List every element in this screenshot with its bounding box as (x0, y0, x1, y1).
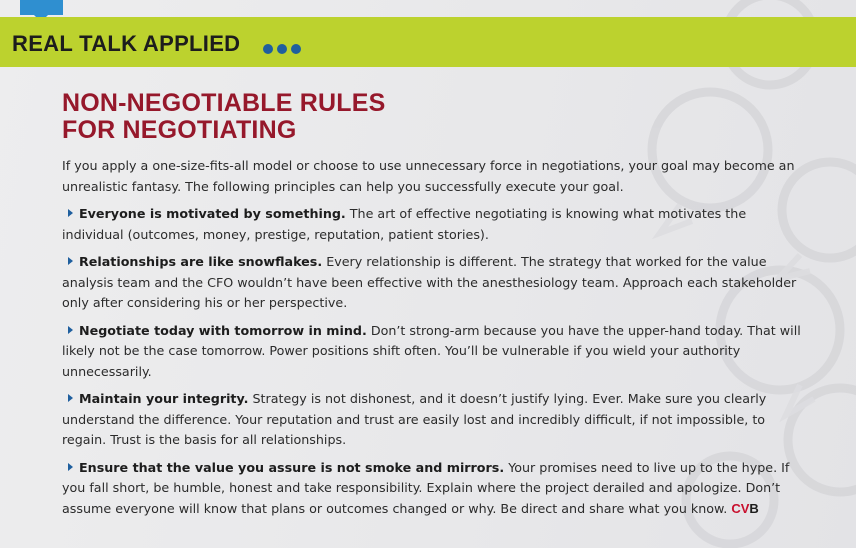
rule-item (62, 252, 802, 314)
triangle-right-icon (68, 326, 73, 334)
article-heading (62, 90, 802, 144)
rule-lead: Maintain your integrity. (79, 391, 249, 406)
article (62, 90, 802, 526)
rule-item (62, 321, 802, 383)
rule-lead: Ensure that the value you assure is not smoke and mirrors. (79, 459, 505, 475)
rule-text: Your promises need to live up to the hype. If you fall short, be humble, honest and take responsibility. Explain where the project derailed and apologize. Don’t assume everyone will know that plans or outcomes changed or why. Be direct and share what you know. (62, 459, 790, 516)
section-tab-marker (20, 0, 63, 15)
dot-icon (263, 44, 273, 54)
rule-text: Every relationship is different. The strategy that worked for the value analysis team and the CFO wouldn’t have been effective with the anesthesiology team. Approach each stakeholder only after considering his or her perspective. (62, 254, 797, 310)
dot-icon (291, 44, 301, 54)
rule-lead: Relationships are like snowflakes. (79, 254, 323, 269)
heading-line-2: FOR NEGOTIATING (62, 116, 297, 144)
rule-text: Don’t strong-arm because you have the upper-hand today. That will likely not be the case tomorrow. Power positions shift often. You’ll be vulnerable if you wield your authority unnecessarily. (62, 322, 801, 379)
cvb-logo-cv: CV (731, 500, 750, 516)
rule-item (62, 204, 802, 245)
dot-icon (277, 44, 287, 54)
rule-text: Strategy is not dishonest, and it doesn’t justify lying. Ever. Make sure you clearly understand the difference. Your reputation and trust are easily lost and incredibly difficult, if not impossible, to regain. Trust is the basis for all relationships. (62, 391, 767, 447)
section-banner (0, 17, 856, 67)
heading-line-1: NON-NEGOTIABLE RULES (62, 89, 386, 117)
dots-icon (263, 39, 305, 51)
rule-lead: Everyone is motivated by something. (79, 206, 346, 221)
cvb-logo-b: B (749, 500, 759, 516)
cvb-logo (731, 501, 758, 516)
triangle-right-icon (68, 394, 73, 402)
triangle-right-icon (68, 463, 73, 471)
rule-item (62, 458, 802, 520)
rule-text: The art of effective negotiating is knowing what motivates the individual (outcomes, money, prestige, reputation, patient stories). (62, 206, 747, 242)
rule-lead: Negotiate today with tomorrow in mind. (79, 322, 367, 338)
banner-title: REAL TALK APPLIED (12, 31, 241, 56)
intro-paragraph: If you apply a one-size-fits-all model or choose to use unnecessary force in negotiations, your goal may become an unrealistic fantasy. The following principles can help you successfully execute your goal. (62, 158, 795, 194)
triangle-right-icon (68, 209, 73, 217)
rule-item (62, 389, 802, 451)
triangle-right-icon (68, 257, 73, 265)
